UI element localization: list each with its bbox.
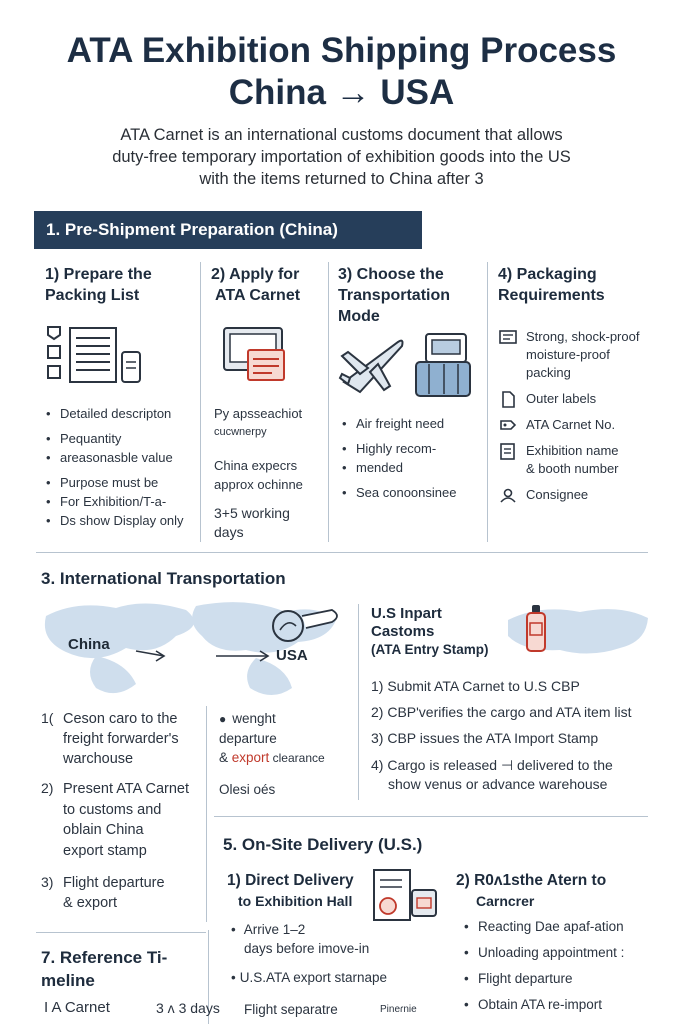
item-line: ATA Carnet No. [526, 417, 616, 432]
list-item: • Unloading appointment : [462, 943, 672, 962]
step-line: Present ATA Carnet [63, 781, 189, 797]
step-line: freight forwarder's [63, 731, 179, 747]
heading-line: 2) Apply for [211, 266, 300, 283]
text-line: Py apsseachiot [214, 406, 303, 421]
heading-line: Packing List [45, 287, 140, 304]
map-destination-label: USA [276, 647, 308, 664]
list-item [498, 416, 678, 434]
col3-heading [338, 264, 483, 327]
heading-line: Castoms [371, 623, 435, 640]
note-line: departure [219, 731, 277, 746]
section5-heading: 5. On-Site Delivery (U.S.) [223, 835, 423, 854]
intro-line-2: duty-free temporary importation of exhibition goods into the US [112, 148, 571, 166]
stamp-icon [524, 603, 548, 655]
list-item: • Ds show Display only [44, 511, 199, 530]
customs-step: 2) CBP'verifies the cargo and ATA item list [371, 704, 632, 720]
customs-heading [371, 605, 489, 659]
delivery-col1-bullets [231, 920, 387, 987]
col2-text [214, 404, 326, 542]
heading-line: ATA Carnet [215, 287, 301, 304]
step-line: export stamp [63, 842, 147, 859]
list-item: • mended [340, 458, 485, 477]
heading-line: Transportation [338, 287, 451, 304]
customs-step: show venus or advance warehouse [388, 776, 608, 792]
delivery-document-icon [372, 868, 442, 924]
heading-line: (ATA Entry Stamp) [371, 642, 489, 657]
list-item: • Obtain ATA re-import [462, 995, 672, 1014]
step-line: oblain China [63, 822, 144, 838]
airplane-icon [338, 334, 408, 400]
text-line: China expecrs [214, 458, 298, 473]
item-line: packing [526, 365, 571, 380]
intro-text [60, 124, 623, 190]
page-title [0, 30, 683, 114]
step-number: 3) [41, 874, 54, 890]
carnet-document-icon [222, 326, 292, 384]
list-item: • Purpose must be [44, 473, 199, 492]
customs-step: 1) Submit ATA Carnet to U.S CBP [371, 678, 580, 694]
heading-line: to Exhibition Hall [238, 893, 353, 909]
customs-step: 3) CBP issues the ATA Import Stamp [371, 730, 599, 746]
step-line: warchouse [63, 751, 134, 767]
step-line: Flight departure [63, 875, 165, 891]
col4-items [498, 328, 678, 512]
heading-line: 4) Packaging [498, 266, 597, 283]
section7-heading [41, 946, 167, 992]
list-item: • Sea conoonsinee [340, 483, 485, 502]
step-number: 1( [41, 710, 54, 726]
intro-line-3: with the items returned to China after 3 [199, 170, 484, 188]
col1-heading [45, 264, 195, 306]
tag-icon [498, 416, 518, 434]
list-item: • Flight departure [462, 969, 672, 988]
drop-icon: ● [219, 712, 227, 726]
col3-bullets [340, 414, 485, 508]
section1-banner: 1. Pre-Shipment Preparation (China) [34, 211, 422, 249]
heading-line: 7. Reference Ti- [41, 948, 168, 967]
delivery-col2-bullets [462, 917, 672, 1020]
step-line: to customs and [63, 801, 162, 818]
section3-heading: 3. International Transportation [41, 569, 286, 588]
col2-heading [211, 264, 326, 306]
item-line: moisture-proof [526, 347, 610, 362]
list-item: • Air freight need [340, 414, 485, 433]
heading-line: Requirements [498, 287, 605, 304]
divider [214, 816, 648, 817]
heading-line: 1) Direct Delivery [227, 872, 354, 889]
timeline-end: Pineɾnie [380, 1004, 417, 1015]
divider [487, 262, 488, 542]
divider [328, 262, 329, 542]
divider [200, 262, 201, 542]
heading-line: 3) Choose the [338, 266, 444, 283]
cargo-container-icon [414, 332, 474, 400]
title-line-2: China → USA [228, 73, 455, 112]
item-line: Strong, shock-proof [526, 329, 640, 344]
list-item: • For Exhibition/T-a- [44, 492, 199, 511]
transport-notes [219, 709, 325, 799]
list-item: • Detailed descripton [44, 404, 199, 423]
delivery-col1-heading [227, 871, 354, 911]
packing-list-icon [44, 324, 144, 386]
item-line: & booth number [526, 461, 619, 476]
list-item: • Reacting Dae apaf-ation [462, 917, 672, 936]
item-line: Outer labels [526, 391, 597, 406]
heading-line: 1) Prepare the [45, 266, 152, 283]
customs-steps [371, 677, 651, 794]
item-line: Exhibition name [526, 443, 619, 458]
intro-line-1: ATA Carnet is an international customs document that allows [120, 126, 563, 144]
section-divider [36, 552, 648, 553]
text-line: days [214, 524, 244, 540]
title-line-1: ATA Exhibition Shipping Process [66, 31, 617, 70]
bullet-line: days before imove-in [244, 941, 370, 956]
text-line: approx ochinne [214, 477, 303, 492]
list-item: • areasonasble value [44, 448, 199, 467]
list-item [498, 328, 678, 382]
bullet-line: U.S.ATA export starnape [239, 970, 388, 985]
note-line: clearance [269, 751, 325, 765]
note-line: wenght [232, 711, 276, 726]
divider [358, 604, 359, 800]
heading-line: meline [41, 971, 95, 990]
person-icon [498, 486, 518, 504]
col1-bullets [44, 404, 199, 536]
heading-line: Carncrer [476, 893, 535, 909]
transport-step-2 [41, 779, 211, 861]
heading-line: U.S Inpart [371, 605, 442, 622]
customs-step: 4) Cargo is released ⊣ delivered to the [371, 757, 613, 773]
list-item: • Pequantity [44, 429, 199, 448]
us-map [500, 602, 652, 660]
divider [36, 932, 206, 933]
divider [206, 706, 207, 922]
bullet: • [231, 922, 236, 937]
delivery-col2-heading [456, 871, 606, 911]
timeline-label: I A Carnet [44, 999, 110, 1016]
text-line: cucwnerpy [214, 426, 267, 438]
step-line: & export [63, 895, 117, 911]
note-line: Olesi oés [219, 782, 276, 797]
list-icon [498, 442, 518, 460]
timeline-days: 3 ʌ 3 days [156, 1000, 220, 1016]
list-item [498, 486, 678, 504]
box-icon [498, 328, 518, 346]
list-item [498, 442, 678, 478]
heading-line: Mode [338, 308, 380, 325]
transport-step-3 [41, 873, 211, 913]
transport-step-1 [41, 709, 211, 769]
heading-line: 2) R0ʌ1sthe Atern to [456, 872, 607, 889]
col4-heading [498, 264, 668, 306]
step-line: Ceson caro to the [63, 711, 178, 727]
document-icon [498, 390, 518, 408]
timeline-mid: Flight separatre [244, 1002, 338, 1017]
bullet: • [231, 970, 236, 985]
list-item [498, 390, 678, 408]
bullet-line: Arrive 1–2 [243, 922, 306, 937]
note-line: & [219, 750, 232, 765]
note-highlight: export [231, 750, 270, 765]
text-line: 3+5 working [214, 505, 290, 521]
step-number: 2) [41, 780, 54, 796]
list-item: • Highly recom- [340, 439, 485, 458]
map-origin-label: China [68, 636, 110, 653]
item-line: Consignee [526, 487, 589, 502]
